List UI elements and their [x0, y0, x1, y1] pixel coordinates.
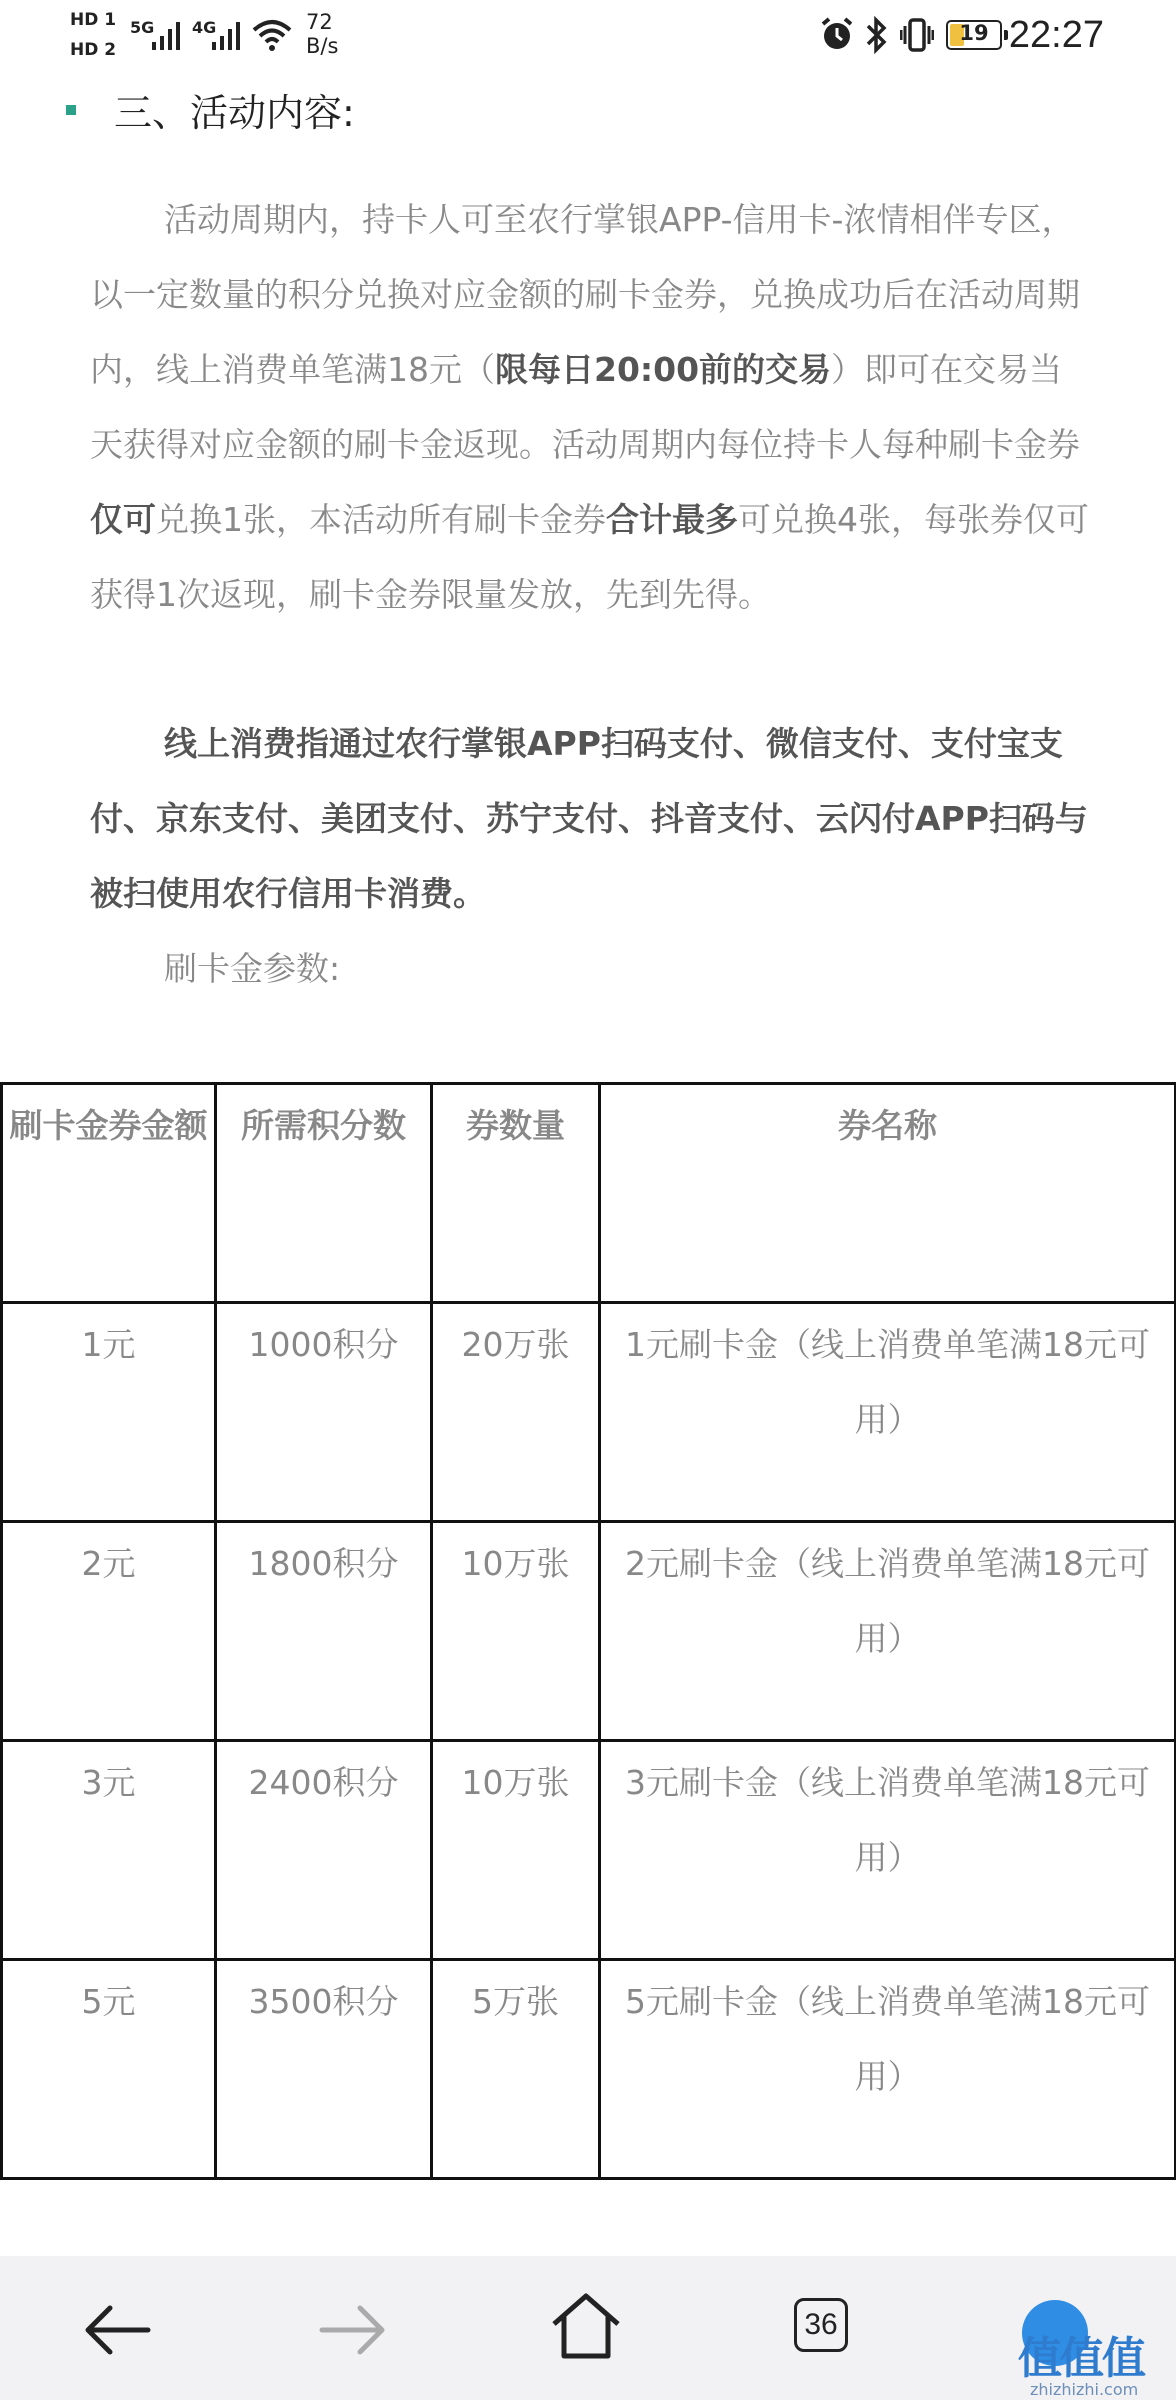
paragraph-bold-text: 限每日20:00前的交易: [495, 350, 832, 389]
table-header-cell: 券数量: [432, 1084, 600, 1303]
tab-count: 36: [804, 2308, 838, 2341]
table-cell: 2元刷卡金（线上消费单笔满18元可用）: [600, 1522, 1176, 1741]
table-cell: 5元: [2, 1960, 216, 2179]
site-watermark: [1018, 2300, 1176, 2400]
hd2-indicator: HD 2: [70, 40, 117, 60]
section-heading: [66, 82, 355, 137]
table-cell: 2400积分: [216, 1741, 432, 1960]
battery-level: 19: [959, 21, 989, 45]
signal-icon: [150, 20, 184, 50]
signal-icon: [210, 20, 244, 50]
table-cell: 1元刷卡金（线上消费单笔满18元可用）: [600, 1303, 1176, 1522]
tabs-button[interactable]: [794, 2298, 848, 2352]
watermark-site: zhizhizhi.com: [1030, 2380, 1139, 2399]
network-5g-label: 5G: [130, 18, 155, 37]
back-arrow-icon[interactable]: [78, 2300, 158, 2360]
paragraph-bold-text: 合计最多: [606, 500, 738, 539]
table-cell: 3元: [2, 1741, 216, 1960]
table-cell: 1800积分: [216, 1522, 432, 1741]
paragraph-bold-text: 仅可: [90, 500, 156, 539]
table-cell: 10万张: [432, 1741, 600, 1960]
paragraph-text: 刷卡金参数:: [164, 949, 341, 988]
status-bar: [0, 0, 1176, 72]
forward-arrow-icon[interactable]: [312, 2300, 392, 2360]
watermark-text: 值值值: [1018, 2333, 1144, 2384]
table-cell: 5万张: [432, 1960, 600, 2179]
activity-description-paragraph: [90, 182, 1090, 632]
paragraph-bold-text: 线上消费指通过农行掌银APP扫码支付、微信支付、支付宝支付、京东支付、美团支付、苏宁支付、抖音支付、云闪付APP扫码与被扫使用农行信用卡消费。: [90, 724, 1088, 913]
paragraph-text: 活动周期内，持卡人可至农行掌银APP-信用卡-浓情相伴专区，以一定数量的积分兑换对应金额的刷卡金券，兑换成功后在活动周期内，线上消费单笔满18元（: [90, 200, 1080, 389]
table-cell: 3500积分: [216, 1960, 432, 2179]
paragraph-text: ）即可在交易当天获得对应金额的刷卡金返现。活动周期内每位持卡人每种刷卡金券: [90, 350, 1080, 464]
table-row: [2, 1522, 1176, 1741]
section-title: 三、活动内容:: [114, 91, 355, 135]
table-cell: 1元: [2, 1303, 216, 1522]
table-cell: 2元: [2, 1522, 216, 1741]
speed-value: 72: [306, 10, 333, 34]
browser-bottom-bar: [0, 2256, 1176, 2400]
table-cell: 10万张: [432, 1522, 600, 1741]
table-header-cell: 所需积分数: [216, 1084, 432, 1303]
table-row: [2, 1741, 1176, 1960]
vibrate-icon: [900, 16, 934, 54]
home-icon[interactable]: [546, 2290, 626, 2362]
table-cell: 1000积分: [216, 1303, 432, 1522]
hd1-indicator: HD 1: [70, 10, 117, 30]
network-4g-label: 4G: [192, 18, 217, 37]
table-cell: 20万张: [432, 1303, 600, 1522]
table-row: [2, 1303, 1176, 1522]
clock-time: 22:27: [1008, 14, 1104, 56]
params-label-paragraph: [90, 931, 1090, 1006]
list-bullet-icon: [66, 105, 76, 115]
table-cell: 3元刷卡金（线上消费单笔满18元可用）: [600, 1741, 1176, 1960]
online-payment-paragraph: [90, 706, 1090, 931]
alarm-icon: [820, 16, 854, 54]
paragraph-text: 可兑换4张，每张券仅可获得1次返现，刷卡金券限量发放，先到先得。: [90, 500, 1089, 614]
table-header-cell: 刷卡金券金额: [2, 1084, 216, 1303]
network-speed: [306, 10, 338, 58]
bluetooth-icon: [864, 16, 888, 54]
table-row: [2, 1960, 1176, 2179]
paragraph-text: 兑换1张，本活动所有刷卡金券: [156, 500, 606, 539]
voucher-table: [0, 1082, 1176, 2180]
wifi-icon: [252, 18, 292, 52]
battery-icon: [946, 20, 1002, 50]
speed-unit: B/s: [306, 34, 339, 58]
table-header-row: [2, 1084, 1176, 1303]
table-cell: 5元刷卡金（线上消费单笔满18元可用）: [600, 1960, 1176, 2179]
table-header-cell: 券名称: [600, 1084, 1176, 1303]
